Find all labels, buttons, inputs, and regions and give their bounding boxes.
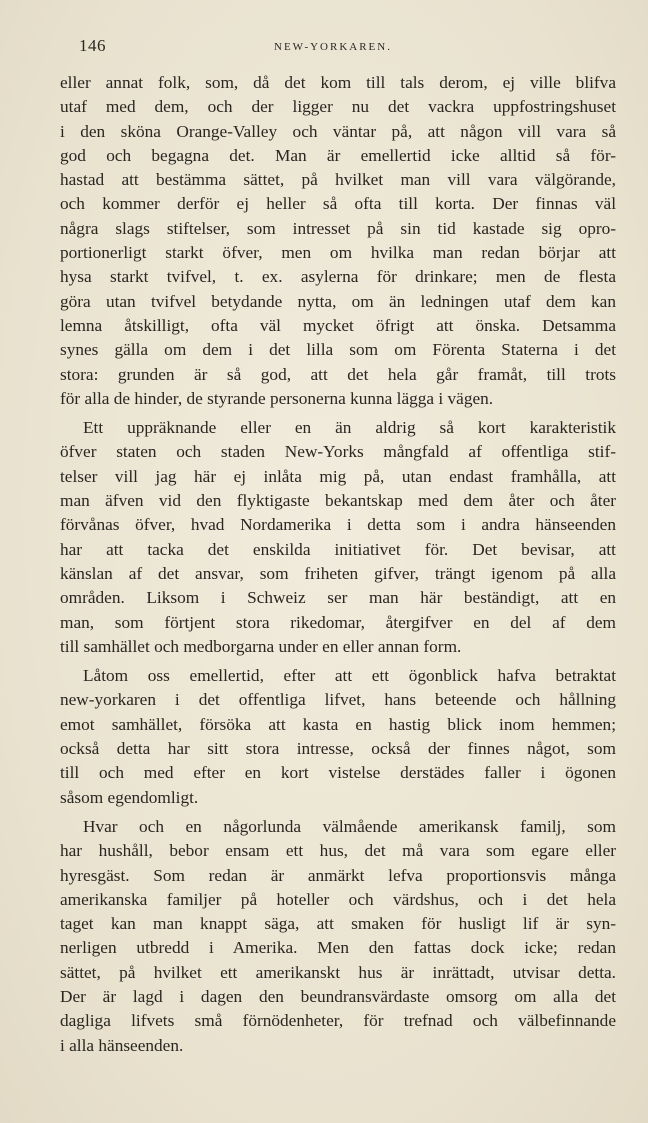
text-line: eller annat folk, som, då det kom till tals derom, ej ville blifva [60, 73, 616, 92]
text-line: några slags stiftelser, som intresset på sin tid kastade sig opro- [60, 218, 616, 238]
paragraph [60, 71, 616, 411]
paragraph [60, 416, 616, 659]
text-line: hyresgäst. Som redan är anmärkt lefva proportionsvis många [60, 865, 616, 885]
text-line: öfver staten och staden New-Yorks mångfald af offentliga stif- [60, 442, 616, 462]
text-line: synes gälla om dem i det lilla som om Förenta Staterna i det [60, 340, 616, 360]
body-text [60, 71, 616, 1058]
text-line: taget kan man knappt säga, att smaken för husligt lif är syn- [60, 914, 616, 934]
text-line: i alla hänseenden. [60, 1035, 184, 1055]
text-line: hastad att bestämma sättet, på hvilket man vill vara välgörande, [60, 170, 616, 190]
text-line: sättet, på hvilket ett amerikanskt hus är inrättadt, utvisar detta. [60, 962, 616, 982]
text-line: i den sköna Orange-Valley och väntar på, att någon vill vara så [60, 121, 616, 141]
text-line: har att tacka det enskilda initiativet för. Det bevisar, att [60, 539, 616, 559]
text-line: utaf med dem, och der ligger nu det vackra uppfostringshuset [60, 97, 616, 117]
paragraph [60, 664, 616, 810]
text-line: telser vill jag här ej inlåta mig på, utan endast framhålla, att [60, 466, 616, 486]
text-line: Ett uppräknande eller en än aldrig så kort karakteristik [83, 418, 616, 438]
text-line: Der är lagd i dagen den beundransvärdaste omsorg om alla det [60, 986, 616, 1006]
text-line: god och begagna det. Man är emellertid icke alltid så för- [60, 145, 616, 165]
text-line: också detta har sitt stora intresse, också der finnes något, som [60, 739, 616, 759]
text-line: new-yorkaren i det offentliga lifvet, hans beteende och hållning [60, 690, 616, 710]
page-header [79, 36, 615, 60]
paragraph [60, 815, 616, 1058]
text-line: för alla de hinder, de styrande personerna kunna lägga i vägen. [60, 388, 494, 408]
text-line: stora: grunden är så god, att det hela går framåt, till trots [60, 364, 616, 384]
text-line: emot samhället, försöka att kasta en hastig blick inom hemmen; [60, 714, 616, 734]
text-line: områden. Liksom i Schweiz ser man här beständigt, att en [60, 588, 616, 608]
text-line: man äfven vid den flyktigaste bekantskap med dem åter och åter [60, 491, 616, 511]
text-line: har hushåll, bebor ensam ett hus, det må vara som egare eller [60, 841, 616, 861]
running-title: NEW-YORKAREN. [274, 41, 392, 53]
text-line: portionerligt starkt öfver, men om hvilka man redan börjar att [60, 243, 616, 263]
text-line: man, som förtjent stora rikedomar, återgifver en del af dem [60, 612, 616, 632]
text-line: till samhället och medborgarna under en eller annan form. [60, 636, 462, 656]
text-line: och kommer derför ej heller så ofta till korta. Der finnas väl [60, 194, 616, 214]
text-line: förvånas öfver, hvad Nordamerika i detta som i andra hänseenden [60, 515, 616, 535]
text-line: göra utan tvifvel betydande nytta, om än ledningen utaf dem kan [60, 291, 616, 311]
text-line: amerikanska familjer på hoteller och värdshus, och i det hela [60, 889, 616, 909]
text-line: nerligen utbredd i Amerika. Men den fattas dock icke; redan [60, 938, 616, 958]
text-line: Låtom oss emellertid, efter att ett ögonblick hafva betraktat [83, 666, 616, 686]
text-line: hysa starkt tvifvel, t. ex. asylerna för drinkare; men de flesta [60, 267, 616, 287]
text-line: Hvar och en någorlunda välmående amerikansk familj, som [83, 816, 616, 836]
text-line: känslan af det ansvar, som friheten gifver, trängt igenom på alla [60, 563, 616, 583]
text-line: såsom egendomligt. [60, 787, 199, 807]
text-line: till och med efter en kort vistelse derstädes faller i ögonen [60, 763, 616, 783]
text-line: dagliga lifvets små förnödenheter, för trefnad och välbefinnande [60, 1011, 616, 1031]
text-line: lemna åtskilligt, ofta väl mycket öfrigt att önska. Detsamma [60, 315, 616, 335]
page-number: 146 [79, 36, 106, 55]
